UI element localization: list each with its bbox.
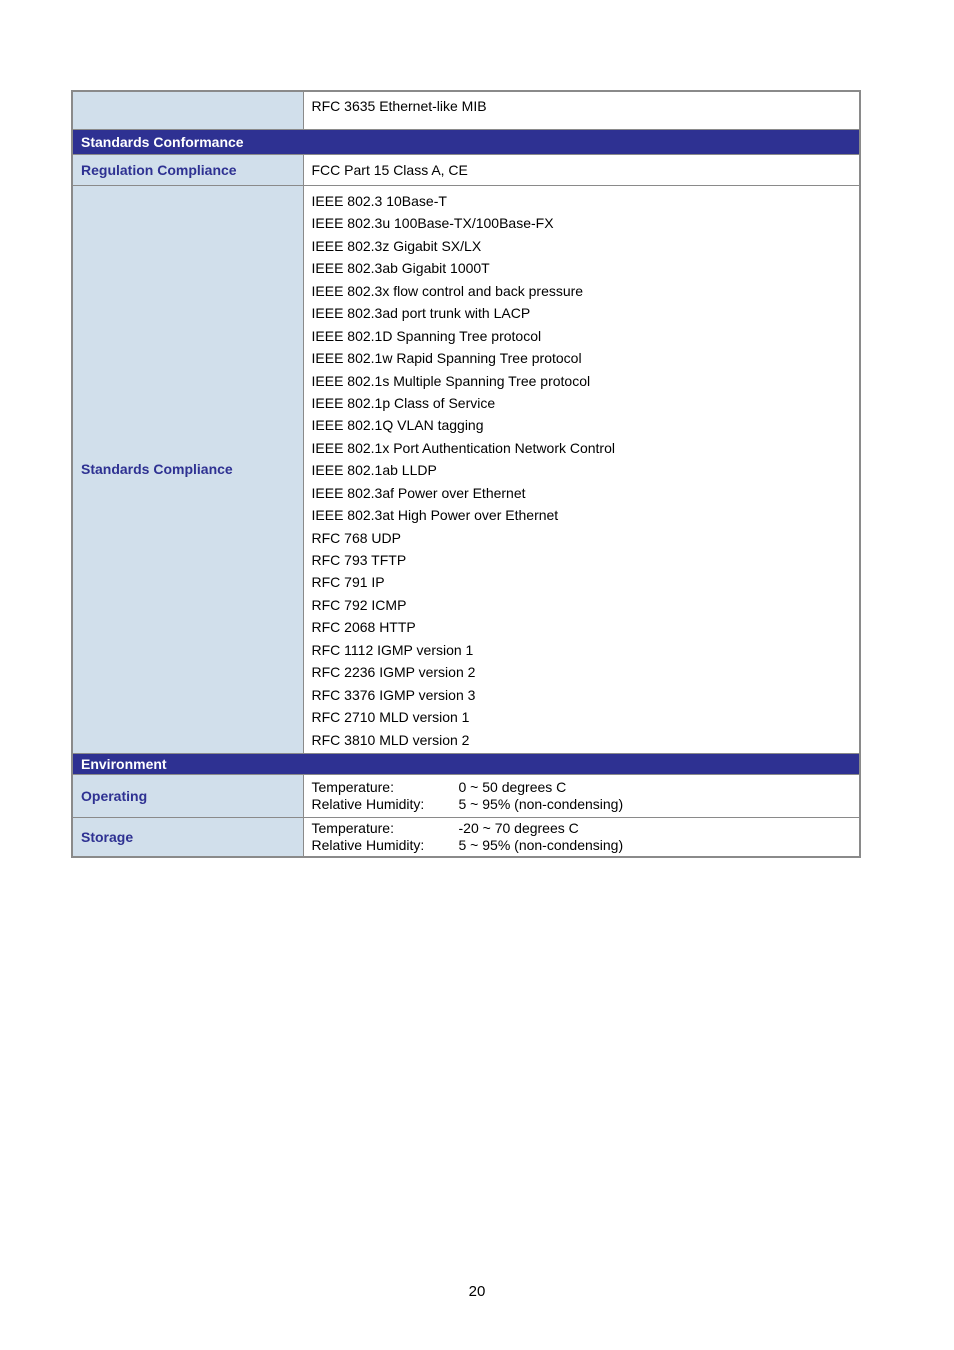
- list-item: RFC 792 ICMP: [311, 596, 407, 613]
- list-item: IEEE 802.1ab LLDP: [311, 462, 437, 479]
- humidity-label: Relative Humidity:: [311, 836, 425, 853]
- list-item: IEEE 802.3at High Power over Ethernet: [311, 507, 559, 524]
- section-row: [72, 130, 860, 155]
- table-row: [72, 155, 860, 186]
- page-number: 20: [468, 1283, 486, 1300]
- regulation-compliance-value: FCC Part 15 Class A, CE: [303, 155, 860, 186]
- list-item: IEEE 802.3u 100Base-TX/100Base-FX: [311, 215, 554, 232]
- list-item: RFC 791 IP: [311, 574, 385, 591]
- standards-compliance-label: Standards Compliance: [72, 186, 303, 754]
- section-header-environment: Environment: [72, 753, 860, 774]
- operating-value: [303, 774, 860, 817]
- table-row: [72, 817, 860, 857]
- list-item: RFC 768 UDP: [311, 529, 401, 546]
- standards-compliance-value: [303, 186, 860, 754]
- temperature-label: Temperature:: [311, 778, 394, 795]
- list-item: RFC 793 TFTP: [311, 552, 407, 568]
- spec-table: [71, 90, 861, 858]
- storage-value: [303, 817, 860, 857]
- humidity-value: 5 ~ 95% (non-condensing): [458, 836, 624, 853]
- list-item: RFC 2068 HTTP: [311, 619, 416, 636]
- list-item: IEEE 802.1Q VLAN tagging: [311, 417, 484, 434]
- list-item: IEEE 802.3ad port trunk with LACP: [311, 305, 531, 322]
- list-item: RFC 2710 MLD version 1: [311, 709, 470, 726]
- list-item: IEEE 802.1x Port Authentication Network Control: [311, 439, 615, 456]
- table-row: [72, 774, 860, 817]
- list-item: RFC 3376 IGMP version 3: [311, 686, 476, 703]
- operating-label: Operating: [72, 774, 303, 817]
- list-item: IEEE 802.1D Spanning Tree protocol: [311, 327, 542, 344]
- list-item: IEEE 802.3z Gigabit SX/LX: [311, 237, 482, 254]
- list-item: IEEE 802.3ab Gigabit 1000T: [311, 260, 490, 277]
- temperature-label: Temperature:: [311, 819, 394, 836]
- humidity-label: Relative Humidity:: [311, 795, 425, 812]
- mib-value-cell: RFC 3635 Ethernet-like MIB: [303, 91, 860, 130]
- mib-label-cell: [72, 91, 303, 130]
- section-row: [72, 753, 860, 774]
- list-item: IEEE 802.1p Class of Service: [311, 394, 496, 411]
- list-item: IEEE 802.3 10Base-T: [311, 193, 447, 209]
- regulation-compliance-label: Regulation Compliance: [72, 155, 303, 186]
- list-item: IEEE 802.3af Power over Ethernet: [311, 484, 526, 501]
- section-header-standards-conformance: Standards Conformance: [72, 130, 860, 155]
- list-item: RFC 1112 IGMP version 1: [311, 641, 474, 658]
- list-item: RFC 2236 IGMP version 2: [311, 664, 476, 681]
- temperature-value: -20 ~ 70 degrees C: [458, 819, 579, 836]
- storage-label: Storage: [72, 817, 303, 857]
- table-row: [72, 186, 860, 754]
- list-item: IEEE 802.3x flow control and back pressure: [311, 282, 584, 299]
- temperature-value: 0 ~ 50 degrees C: [458, 778, 567, 795]
- list-item: RFC 3810 MLD version 2: [311, 731, 470, 748]
- list-item: IEEE 802.1s Multiple Spanning Tree protocol: [311, 372, 591, 389]
- humidity-value: 5 ~ 95% (non-condensing): [458, 795, 624, 812]
- table-row: [72, 91, 860, 130]
- standards-list: [312, 186, 860, 753]
- list-item: IEEE 802.1w Rapid Spanning Tree protocol: [311, 350, 582, 367]
